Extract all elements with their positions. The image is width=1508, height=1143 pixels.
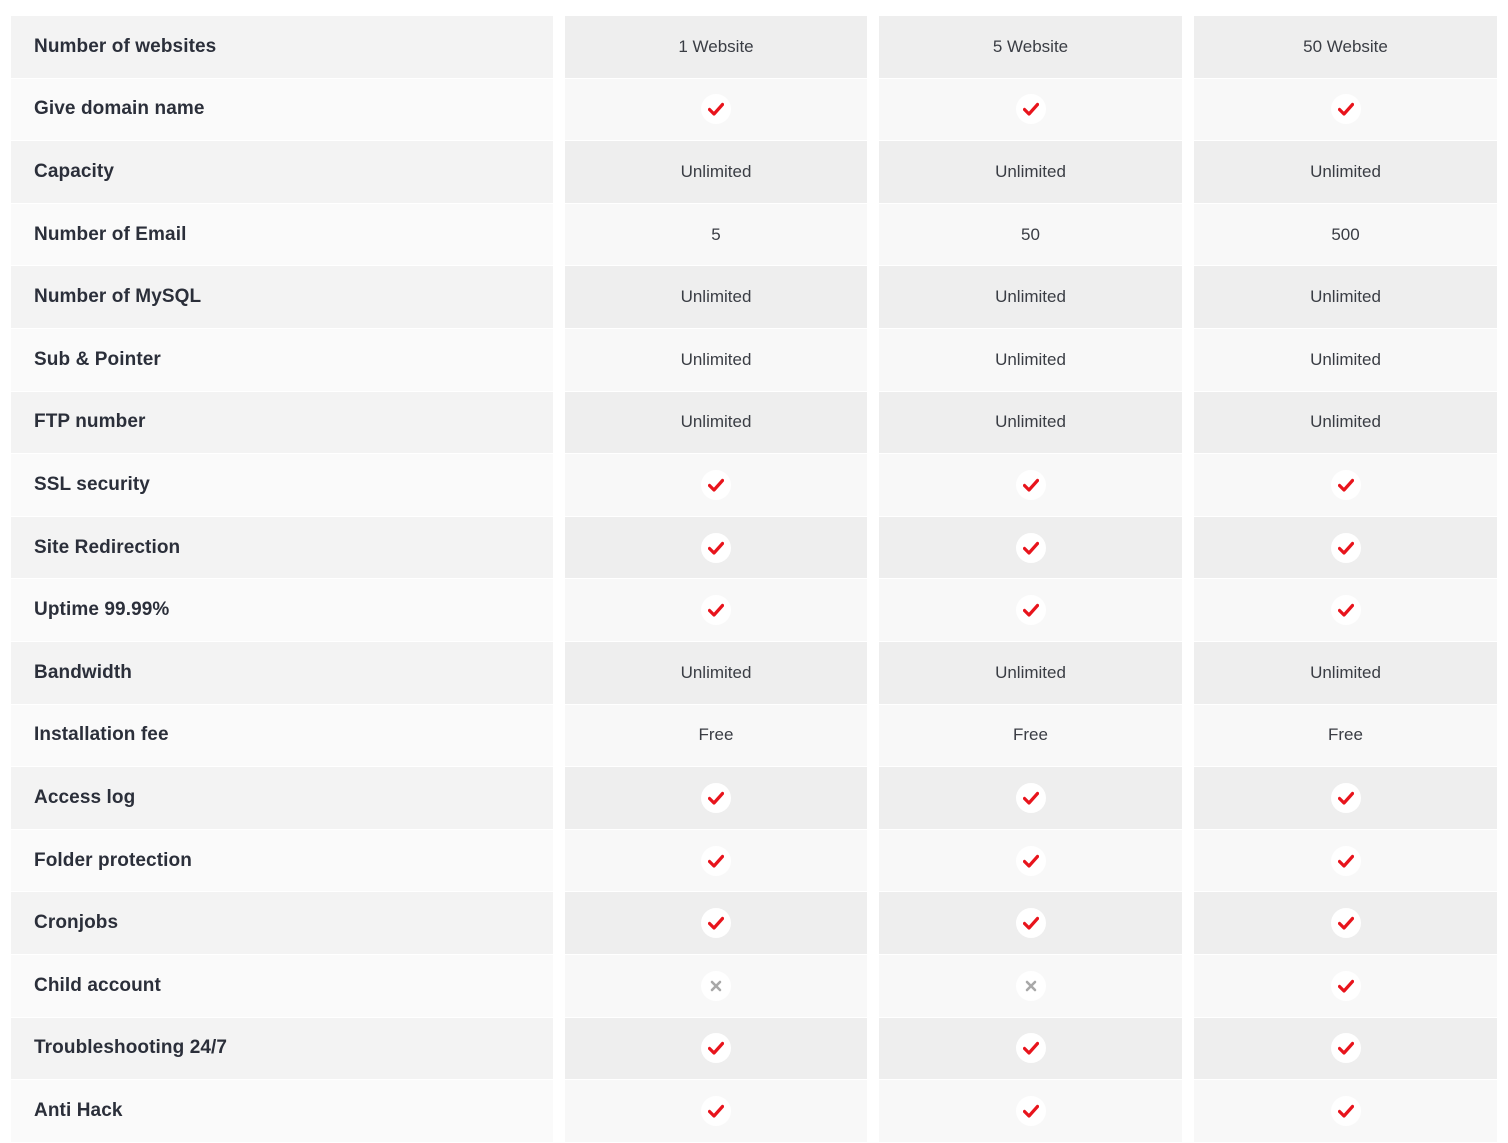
check-icon: [701, 1096, 731, 1126]
feature-label: Cronjobs: [11, 892, 553, 955]
feature-value: Unlimited: [565, 266, 867, 329]
feature-value-icon-cell: [879, 579, 1182, 642]
cross-icon: [701, 971, 731, 1001]
check-icon: [1331, 470, 1361, 500]
feature-value-icon-cell: [1194, 1080, 1497, 1143]
check-icon: [1016, 846, 1046, 876]
plan-header-3: 50 Website: [1194, 16, 1497, 79]
feature-value-icon-cell: [879, 1018, 1182, 1081]
check-icon: [1016, 783, 1046, 813]
check-icon: [1016, 595, 1046, 625]
check-icon: [701, 783, 731, 813]
check-icon: [1016, 533, 1046, 563]
feature-value-icon-cell: [565, 517, 867, 580]
feature-value-icon-cell: [565, 1018, 867, 1081]
feature-value-icon-cell: [565, 892, 867, 955]
check-icon: [1016, 94, 1046, 124]
plan-header-2: 5 Website: [879, 16, 1182, 79]
check-icon: [701, 1033, 731, 1063]
feature-value-icon-cell: [1194, 1018, 1497, 1081]
feature-value-icon-cell: [879, 830, 1182, 893]
feature-value: Unlimited: [565, 329, 867, 392]
feature-value: Unlimited: [1194, 329, 1497, 392]
feature-value: Free: [879, 705, 1182, 768]
check-icon: [1331, 783, 1361, 813]
feature-value: Free: [1194, 705, 1497, 768]
feature-label: Uptime 99.99%: [11, 579, 553, 642]
feature-value: Unlimited: [1194, 392, 1497, 455]
table-row: [11, 454, 1497, 517]
table-row: [11, 329, 1497, 392]
feature-label: Capacity: [11, 141, 553, 204]
feature-label: Child account: [11, 955, 553, 1018]
check-icon: [701, 846, 731, 876]
cross-icon: [1016, 971, 1046, 1001]
feature-value-icon-cell: [879, 955, 1182, 1018]
feature-value-icon-cell: [565, 579, 867, 642]
feature-label: Troubleshooting 24/7: [11, 1018, 553, 1081]
table-row: [11, 79, 1497, 142]
feature-value: Unlimited: [879, 266, 1182, 329]
feature-value-icon-cell: [879, 892, 1182, 955]
table-row: [11, 141, 1497, 204]
header-label: Number of websites: [11, 16, 553, 79]
feature-value: 5: [565, 204, 867, 267]
feature-value-icon-cell: [1194, 830, 1497, 893]
table-row: [11, 392, 1497, 455]
check-icon: [1331, 1096, 1361, 1126]
feature-label: Number of Email: [11, 204, 553, 267]
feature-value-icon-cell: [565, 955, 867, 1018]
feature-value: Unlimited: [879, 141, 1182, 204]
feature-value-icon-cell: [879, 767, 1182, 830]
feature-label: Number of MySQL: [11, 266, 553, 329]
feature-label: FTP number: [11, 392, 553, 455]
check-icon: [1016, 1096, 1046, 1126]
feature-value-icon-cell: [1194, 892, 1497, 955]
table-row: [11, 767, 1497, 830]
table-header-row: [11, 16, 1497, 79]
check-icon: [1331, 1033, 1361, 1063]
feature-label: Bandwidth: [11, 642, 553, 705]
feature-value-icon-cell: [879, 517, 1182, 580]
feature-value: Unlimited: [879, 329, 1182, 392]
feature-value-icon-cell: [879, 454, 1182, 517]
feature-value: Unlimited: [1194, 141, 1497, 204]
feature-value: 500: [1194, 204, 1497, 267]
check-icon: [1331, 908, 1361, 938]
table-row: [11, 642, 1497, 705]
check-icon: [1331, 846, 1361, 876]
table-row: [11, 892, 1497, 955]
feature-label: Anti Hack: [11, 1080, 553, 1143]
feature-value-icon-cell: [565, 1080, 867, 1143]
feature-value-icon-cell: [879, 1080, 1182, 1143]
feature-value: Unlimited: [1194, 266, 1497, 329]
table-row: [11, 266, 1497, 329]
feature-value: Unlimited: [1194, 642, 1497, 705]
feature-label: Sub & Pointer: [11, 329, 553, 392]
feature-value: Unlimited: [879, 392, 1182, 455]
check-icon: [701, 595, 731, 625]
feature-value: Unlimited: [565, 392, 867, 455]
check-icon: [1016, 908, 1046, 938]
feature-value-icon-cell: [1194, 579, 1497, 642]
feature-label: Site Redirection: [11, 517, 553, 580]
check-icon: [701, 533, 731, 563]
feature-value-icon-cell: [565, 767, 867, 830]
feature-value: Unlimited: [565, 642, 867, 705]
feature-value-icon-cell: [1194, 517, 1497, 580]
table-body: [11, 79, 1497, 1143]
plan-header-1: 1 Website: [565, 16, 867, 79]
comparison-table: [11, 16, 1497, 1143]
feature-value: Free: [565, 705, 867, 768]
check-icon: [1331, 971, 1361, 1001]
feature-label: Installation fee: [11, 705, 553, 768]
table-row: [11, 1018, 1497, 1081]
feature-value-icon-cell: [565, 79, 867, 142]
table-row: [11, 1080, 1497, 1143]
check-icon: [701, 94, 731, 124]
table-row: [11, 830, 1497, 893]
feature-label: SSL security: [11, 454, 553, 517]
check-icon: [1331, 533, 1361, 563]
table-row: [11, 517, 1497, 580]
check-icon: [1016, 470, 1046, 500]
feature-value: 50: [879, 204, 1182, 267]
feature-value-icon-cell: [879, 79, 1182, 142]
feature-value-icon-cell: [1194, 454, 1497, 517]
feature-value-icon-cell: [565, 454, 867, 517]
feature-value-icon-cell: [565, 830, 867, 893]
feature-label: Folder protection: [11, 830, 553, 893]
table-row: [11, 955, 1497, 1018]
feature-value: Unlimited: [565, 141, 867, 204]
check-icon: [701, 470, 731, 500]
check-icon: [1331, 595, 1361, 625]
feature-value-icon-cell: [1194, 767, 1497, 830]
feature-label: Give domain name: [11, 79, 553, 142]
check-icon: [1016, 1033, 1046, 1063]
check-icon: [701, 908, 731, 938]
feature-value-icon-cell: [1194, 955, 1497, 1018]
table-row: [11, 579, 1497, 642]
check-icon: [1331, 94, 1361, 124]
feature-label: Access log: [11, 767, 553, 830]
table-row: [11, 204, 1497, 267]
feature-value: Unlimited: [879, 642, 1182, 705]
table-row: [11, 705, 1497, 768]
feature-value-icon-cell: [1194, 79, 1497, 142]
